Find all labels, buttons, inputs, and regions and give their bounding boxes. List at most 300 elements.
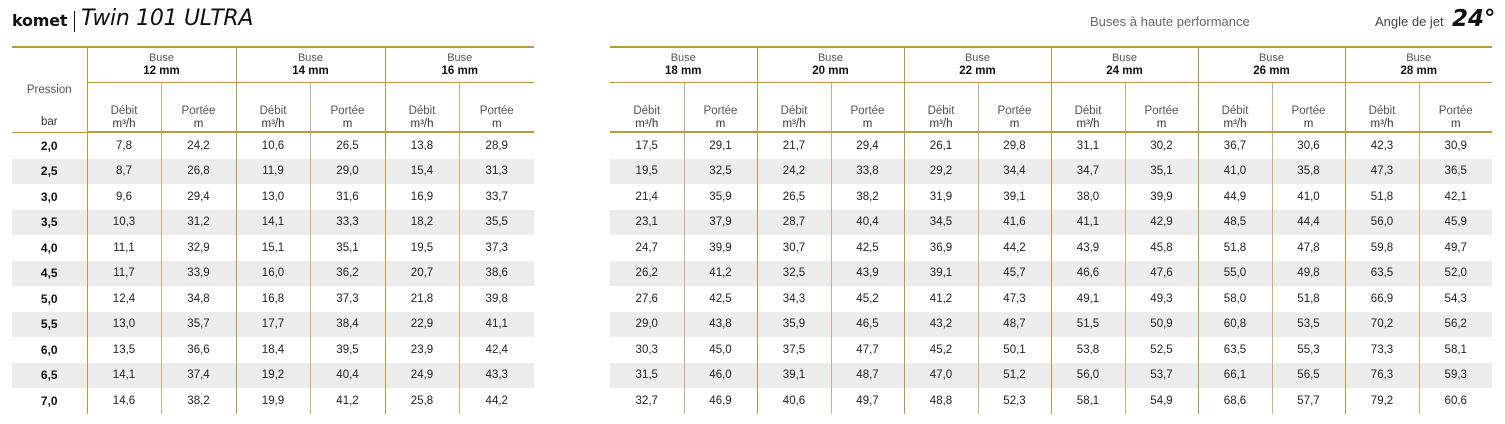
nozzle-header-row bbox=[610, 47, 1492, 83]
range-header-label: Portée bbox=[181, 105, 216, 117]
range-value: 51,2 bbox=[978, 363, 1051, 389]
flow-value: 17,7 bbox=[236, 312, 310, 338]
range-value: 45,7 bbox=[978, 261, 1051, 287]
nozzle-label: Buse bbox=[1406, 52, 1432, 64]
flow-value: 23,9 bbox=[385, 337, 459, 363]
flow-value: 19,9 bbox=[236, 388, 310, 414]
range-value: 29,1 bbox=[684, 132, 757, 159]
flow-value: 58,0 bbox=[1198, 286, 1272, 312]
flow-value: 73,3 bbox=[1345, 337, 1419, 363]
range-value: 34,4 bbox=[978, 159, 1051, 185]
range-value: 36,5 bbox=[1419, 159, 1492, 185]
flow-value: 8,7 bbox=[87, 159, 161, 185]
range-header-label: Portée bbox=[703, 105, 738, 117]
range-value: 32,5 bbox=[684, 159, 757, 185]
range-value: 52,0 bbox=[1419, 261, 1492, 287]
range-header-unit: m bbox=[862, 118, 873, 130]
range-value: 41,2 bbox=[684, 261, 757, 287]
nozzle-header bbox=[1051, 47, 1198, 83]
units-header-row bbox=[12, 83, 534, 133]
flow-header-unit: m³/h bbox=[1076, 118, 1100, 130]
range-value: 43,9 bbox=[831, 261, 904, 287]
range-value: 39,5 bbox=[310, 337, 385, 363]
flow-value: 25,8 bbox=[385, 388, 459, 414]
flow-value: 16,0 bbox=[236, 261, 310, 287]
flow-value: 68,6 bbox=[1198, 388, 1272, 414]
nozzle-header bbox=[757, 47, 904, 83]
nozzle-size: 28 mm bbox=[1400, 65, 1437, 77]
flow-value: 21,4 bbox=[635, 190, 658, 203]
range-value: 53,5 bbox=[1272, 312, 1345, 338]
table-row bbox=[610, 286, 1492, 312]
range-value: 40,4 bbox=[310, 363, 385, 389]
range-value: 48,7 bbox=[831, 363, 904, 389]
flow-value: 60,8 bbox=[1198, 312, 1272, 338]
angle-label: Angle de jet bbox=[1375, 14, 1444, 29]
range-value: 41,0 bbox=[1272, 184, 1345, 210]
range-value: 58,1 bbox=[1419, 337, 1492, 363]
nozzle-size: 22 mm bbox=[959, 65, 996, 77]
nozzle-header bbox=[904, 47, 1051, 83]
range-header-unit: m bbox=[193, 118, 204, 130]
range-value: 24,2 bbox=[161, 132, 236, 159]
flow-value: 56,0 bbox=[1051, 363, 1125, 389]
range-value: 29,8 bbox=[978, 132, 1051, 159]
range-header-unit: m bbox=[491, 118, 502, 130]
flow-value: 59,8 bbox=[1345, 235, 1419, 261]
range-value: 29,4 bbox=[161, 184, 236, 210]
flow-value: 56,0 bbox=[1345, 210, 1419, 236]
range-value: 41,1 bbox=[459, 312, 534, 338]
flow-value: 13,0 bbox=[87, 312, 161, 338]
flow-value: 46,6 bbox=[1051, 261, 1125, 287]
flow-value: 34,5 bbox=[904, 210, 978, 236]
range-value: 36,2 bbox=[310, 261, 385, 287]
flow-value: 14,1 bbox=[236, 210, 310, 236]
range-header-unit: m bbox=[342, 118, 353, 130]
table-row bbox=[610, 388, 1492, 414]
flow-header-unit: m³/h bbox=[1370, 118, 1394, 130]
flow-header-label: Débit bbox=[1221, 105, 1249, 117]
flow-value: 31,5 bbox=[610, 363, 684, 389]
range-value: 47,6 bbox=[1125, 261, 1198, 287]
nozzle-label: Buse bbox=[1111, 52, 1138, 64]
table-row bbox=[12, 388, 534, 414]
nozzle-header-row bbox=[12, 47, 534, 83]
flow-header-unit: m³/h bbox=[112, 118, 136, 130]
flow-header bbox=[757, 83, 831, 133]
flow-value: 44,9 bbox=[1198, 184, 1272, 210]
table-row bbox=[610, 363, 1492, 389]
range-header bbox=[684, 83, 757, 133]
nozzle-header bbox=[1198, 47, 1345, 83]
pressure-value: 5,0 bbox=[40, 291, 58, 306]
flow-value: 13,0 bbox=[236, 184, 310, 210]
pressure-value: 5,5 bbox=[12, 312, 87, 338]
range-value: 33,7 bbox=[459, 184, 534, 210]
flow-value: 13,5 bbox=[87, 337, 161, 363]
range-header-label: Portée bbox=[1144, 105, 1179, 117]
pressure-value: 6,5 bbox=[12, 363, 87, 389]
range-header-unit: m bbox=[1450, 118, 1461, 130]
range-value: 38,2 bbox=[161, 388, 236, 414]
range-value: 56,2 bbox=[1419, 312, 1492, 338]
flow-value: 18,4 bbox=[236, 337, 310, 363]
brand-logo: komet bbox=[12, 11, 68, 30]
range-value: 33,9 bbox=[161, 261, 236, 287]
range-header bbox=[459, 83, 534, 133]
flow-value: 10,6 bbox=[236, 132, 310, 159]
range-header-unit: m bbox=[715, 118, 726, 130]
flow-value: 24,7 bbox=[635, 241, 658, 254]
range-value: 45,9 bbox=[1419, 210, 1492, 236]
range-value: 44,4 bbox=[1272, 210, 1345, 236]
range-value: 45,2 bbox=[831, 286, 904, 312]
range-value: 26,8 bbox=[161, 159, 236, 185]
flow-value: 30,7 bbox=[757, 235, 831, 261]
flow-header bbox=[1345, 83, 1419, 133]
nozzle-label: Buse bbox=[297, 52, 324, 64]
range-value: 49,3 bbox=[1125, 286, 1198, 312]
flow-value: 27,6 bbox=[635, 292, 658, 305]
flow-header bbox=[236, 83, 310, 133]
range-value: 43,8 bbox=[684, 312, 757, 338]
flow-value: 22,9 bbox=[385, 312, 459, 338]
range-value: 35,7 bbox=[161, 312, 236, 338]
nozzle-header bbox=[1345, 47, 1492, 83]
range-value: 47,3 bbox=[978, 286, 1051, 312]
nozzle-header bbox=[236, 47, 385, 83]
range-value: 35,1 bbox=[310, 235, 385, 261]
range-value: 30,9 bbox=[1419, 132, 1492, 159]
flow-value: 42,3 bbox=[1345, 132, 1419, 159]
range-value: 52,5 bbox=[1125, 337, 1198, 363]
flow-header-unit: m³/h bbox=[635, 118, 659, 130]
pressure-value: 7,0 bbox=[40, 393, 58, 408]
pressure-header bbox=[12, 47, 87, 132]
flow-value: 41,2 bbox=[904, 286, 978, 312]
range-value: 57,7 bbox=[1272, 388, 1345, 414]
range-value: 38,4 bbox=[310, 312, 385, 338]
flow-value: 7,8 bbox=[87, 132, 161, 159]
range-value: 30,2 bbox=[1125, 132, 1198, 159]
flow-value: 21,8 bbox=[385, 286, 459, 312]
range-header-unit: m bbox=[1009, 118, 1020, 130]
range-value: 46,9 bbox=[684, 388, 757, 414]
range-value: 59,3 bbox=[1419, 363, 1492, 389]
flow-value: 20,7 bbox=[385, 261, 459, 287]
range-value: 50,9 bbox=[1125, 312, 1198, 338]
range-value: 39,8 bbox=[459, 286, 534, 312]
flow-value: 16,9 bbox=[385, 184, 459, 210]
range-value: 54,9 bbox=[1125, 388, 1198, 414]
flow-value: 47,3 bbox=[1345, 159, 1419, 185]
flow-value: 26,1 bbox=[904, 132, 978, 159]
flow-header-label: Débit bbox=[633, 105, 661, 117]
nozzle-size: 16 mm bbox=[441, 65, 478, 77]
range-value: 35,8 bbox=[1272, 159, 1345, 185]
flow-value: 34,3 bbox=[757, 286, 831, 312]
flow-value: 9,6 bbox=[87, 184, 161, 210]
angle-value: 24° bbox=[1452, 6, 1496, 32]
flow-value: 18,2 bbox=[385, 210, 459, 236]
range-value: 42,4 bbox=[459, 337, 534, 363]
flow-value: 24,2 bbox=[757, 159, 831, 185]
range-value: 42,1 bbox=[1419, 184, 1492, 210]
flow-header-label: Débit bbox=[1368, 105, 1396, 117]
pressure-value: 4,5 bbox=[12, 261, 87, 287]
flow-value: 28,7 bbox=[757, 210, 831, 236]
nozzle-size: 14 mm bbox=[292, 65, 329, 77]
range-value: 40,4 bbox=[831, 210, 904, 236]
flow-value: 19,2 bbox=[236, 363, 310, 389]
flow-value: 58,1 bbox=[1051, 388, 1125, 414]
range-value: 47,8 bbox=[1272, 235, 1345, 261]
table-row bbox=[610, 210, 1492, 236]
nozzle-header bbox=[385, 47, 534, 83]
nozzle-label: Buse bbox=[964, 52, 991, 64]
range-value: 46,5 bbox=[831, 312, 904, 338]
range-value: 43,3 bbox=[459, 363, 534, 389]
nozzle-label: Buse bbox=[817, 52, 844, 64]
flow-value: 17,5 bbox=[635, 139, 658, 152]
range-value: 41,6 bbox=[978, 210, 1051, 236]
range-value: 49,7 bbox=[831, 388, 904, 414]
flow-header-unit: m³/h bbox=[1223, 118, 1247, 130]
flow-value: 36,7 bbox=[1198, 132, 1272, 159]
units-header-row bbox=[610, 83, 1492, 133]
flow-header-label: Débit bbox=[780, 105, 808, 117]
flow-value: 10,3 bbox=[87, 210, 161, 236]
flow-value: 14,1 bbox=[87, 363, 161, 389]
table-row bbox=[12, 337, 534, 363]
nozzle-size: 18 mm bbox=[665, 65, 702, 77]
range-value: 28,9 bbox=[459, 132, 534, 159]
flow-value: 51,8 bbox=[1198, 235, 1272, 261]
flow-header bbox=[1198, 83, 1272, 133]
range-header bbox=[161, 83, 236, 133]
flow-value: 63,5 bbox=[1198, 337, 1272, 363]
range-value: 30,6 bbox=[1272, 132, 1345, 159]
flow-value: 31,1 bbox=[1051, 132, 1125, 159]
range-value: 39,1 bbox=[978, 184, 1051, 210]
range-value: 35,5 bbox=[459, 210, 534, 236]
flow-value: 40,6 bbox=[757, 388, 831, 414]
flow-value: 79,2 bbox=[1345, 388, 1419, 414]
range-value: 49,8 bbox=[1272, 261, 1345, 287]
range-value: 35,9 bbox=[684, 184, 757, 210]
range-value: 45,8 bbox=[1125, 235, 1198, 261]
flow-value: 35,9 bbox=[757, 312, 831, 338]
range-value: 46,0 bbox=[684, 363, 757, 389]
performance-table-left bbox=[12, 46, 534, 414]
product-title: Twin 101 ULTRA bbox=[81, 6, 254, 31]
flow-value: 23,1 bbox=[610, 210, 684, 236]
flow-value: 29,0 bbox=[610, 312, 684, 338]
range-value: 38,6 bbox=[459, 261, 534, 287]
flow-value: 31,9 bbox=[904, 184, 978, 210]
flow-value: 32,5 bbox=[757, 261, 831, 287]
performance-label: Buses à haute performance bbox=[1090, 14, 1250, 29]
flow-header bbox=[610, 83, 684, 133]
nozzle-size: 26 mm bbox=[1253, 65, 1290, 77]
range-value: 31,3 bbox=[459, 159, 534, 185]
flow-value: 34,7 bbox=[1051, 159, 1125, 185]
range-value: 39,9 bbox=[684, 235, 757, 261]
flow-value: 43,9 bbox=[1051, 235, 1125, 261]
range-value: 37,4 bbox=[161, 363, 236, 389]
range-header bbox=[978, 83, 1051, 133]
flow-header-unit: m³/h bbox=[410, 118, 434, 130]
table-row bbox=[12, 210, 534, 236]
flow-value: 15,1 bbox=[236, 235, 310, 261]
range-header-unit: m bbox=[1303, 118, 1314, 130]
range-value: 49,7 bbox=[1419, 235, 1492, 261]
range-header bbox=[1125, 83, 1198, 133]
range-value: 53,7 bbox=[1125, 363, 1198, 389]
table-row bbox=[610, 184, 1492, 210]
flow-value: 41,1 bbox=[1051, 210, 1125, 236]
nozzle-size: 20 mm bbox=[812, 65, 849, 77]
flow-value: 36,9 bbox=[904, 235, 978, 261]
range-header-label: Portée bbox=[1291, 105, 1326, 117]
flow-value: 76,3 bbox=[1345, 363, 1419, 389]
range-value: 41,2 bbox=[310, 388, 385, 414]
table-row bbox=[610, 261, 1492, 287]
range-value: 29,0 bbox=[310, 159, 385, 185]
range-value: 42,5 bbox=[831, 235, 904, 261]
flow-value: 19,5 bbox=[610, 159, 684, 185]
flow-value: 47,0 bbox=[904, 363, 978, 389]
range-value: 33,3 bbox=[310, 210, 385, 236]
flow-value: 32,7 bbox=[635, 394, 658, 407]
range-value: 33,8 bbox=[831, 159, 904, 185]
flow-value: 16,8 bbox=[236, 286, 310, 312]
flow-header-label: Débit bbox=[927, 105, 955, 117]
flow-value: 11,7 bbox=[87, 261, 161, 287]
nozzle-label: Buse bbox=[447, 52, 473, 64]
range-value: 37,3 bbox=[310, 286, 385, 312]
flow-value: 11,9 bbox=[236, 159, 310, 185]
range-value: 42,5 bbox=[684, 286, 757, 312]
flow-value: 21,7 bbox=[757, 132, 831, 159]
range-header-label: Portée bbox=[330, 105, 365, 117]
table-row bbox=[12, 261, 534, 287]
flow-value: 39,1 bbox=[757, 363, 831, 389]
flow-value: 51,8 bbox=[1345, 184, 1419, 210]
flow-header-label: Débit bbox=[259, 105, 287, 117]
range-value: 31,6 bbox=[310, 184, 385, 210]
range-value: 37,9 bbox=[684, 210, 757, 236]
range-header-label: Portée bbox=[997, 105, 1032, 117]
range-value: 35,1 bbox=[1125, 159, 1198, 185]
range-value: 60,6 bbox=[1419, 388, 1492, 414]
table-row bbox=[12, 132, 534, 159]
page-header bbox=[0, 0, 1505, 44]
pressure-value: 2,0 bbox=[40, 138, 58, 153]
flow-value: 13,8 bbox=[385, 132, 459, 159]
range-header bbox=[1419, 83, 1492, 133]
pressure-value: 3,0 bbox=[40, 189, 58, 204]
flow-value: 55,0 bbox=[1198, 261, 1272, 287]
flow-header bbox=[904, 83, 978, 133]
range-value: 47,7 bbox=[831, 337, 904, 363]
performance-table-right bbox=[610, 46, 1492, 414]
table-row bbox=[12, 184, 534, 210]
nozzle-size: 12 mm bbox=[143, 65, 180, 77]
range-value: 52,3 bbox=[978, 388, 1051, 414]
flow-value: 53,8 bbox=[1051, 337, 1125, 363]
table-row bbox=[12, 312, 534, 338]
flow-value: 29,2 bbox=[904, 159, 978, 185]
table-row bbox=[12, 235, 534, 261]
range-value: 50,1 bbox=[978, 337, 1051, 363]
range-value: 56,5 bbox=[1272, 363, 1345, 389]
range-value: 37,3 bbox=[459, 235, 534, 261]
flow-value: 43,2 bbox=[904, 312, 978, 338]
range-value: 51,8 bbox=[1272, 286, 1345, 312]
flow-value: 14,6 bbox=[87, 388, 161, 414]
range-value: 44,2 bbox=[978, 235, 1051, 261]
table-row bbox=[12, 159, 534, 185]
pressure-value: 4,0 bbox=[40, 240, 58, 255]
range-value: 29,4 bbox=[831, 132, 904, 159]
table-row bbox=[610, 132, 1492, 159]
pressure-value: 3,5 bbox=[12, 210, 87, 236]
flow-value: 63,5 bbox=[1345, 261, 1419, 287]
range-header bbox=[1272, 83, 1345, 133]
flow-header bbox=[385, 83, 459, 133]
pressure-value: 6,0 bbox=[40, 342, 58, 357]
table-row bbox=[12, 363, 534, 389]
flow-value: 51,5 bbox=[1051, 312, 1125, 338]
flow-value: 37,5 bbox=[757, 337, 831, 363]
range-value: 26,5 bbox=[310, 132, 385, 159]
flow-header-label: Débit bbox=[110, 105, 138, 117]
range-value: 55,3 bbox=[1272, 337, 1345, 363]
brand-divider bbox=[74, 11, 75, 32]
flow-value: 26,5 bbox=[757, 184, 831, 210]
range-header bbox=[310, 83, 385, 133]
table-row bbox=[12, 286, 534, 312]
flow-header-unit: m³/h bbox=[929, 118, 953, 130]
nozzle-label: Buse bbox=[148, 52, 175, 64]
flow-value: 49,1 bbox=[1051, 286, 1125, 312]
flow-value: 30,3 bbox=[635, 343, 658, 356]
flow-value: 48,8 bbox=[904, 388, 978, 414]
range-value: 48,7 bbox=[978, 312, 1051, 338]
nozzle-label: Buse bbox=[670, 52, 696, 64]
nozzle-label: Buse bbox=[1258, 52, 1285, 64]
table-row bbox=[610, 312, 1492, 338]
flow-value: 26,2 bbox=[610, 261, 684, 287]
flow-value: 48,5 bbox=[1198, 210, 1272, 236]
flow-value: 12,4 bbox=[87, 286, 161, 312]
nozzle-header bbox=[610, 47, 757, 83]
flow-value: 70,2 bbox=[1345, 312, 1419, 338]
flow-value: 45,2 bbox=[904, 337, 978, 363]
range-header-label: Portée bbox=[479, 105, 514, 117]
range-value: 45,0 bbox=[684, 337, 757, 363]
range-value: 54,3 bbox=[1419, 286, 1492, 312]
flow-header-label: Débit bbox=[408, 105, 436, 117]
range-header-label: Portée bbox=[850, 105, 885, 117]
flow-value: 66,1 bbox=[1198, 363, 1272, 389]
range-header-label: Portée bbox=[1438, 105, 1473, 117]
range-value: 42,9 bbox=[1125, 210, 1198, 236]
flow-header bbox=[87, 83, 161, 133]
flow-header bbox=[1051, 83, 1125, 133]
